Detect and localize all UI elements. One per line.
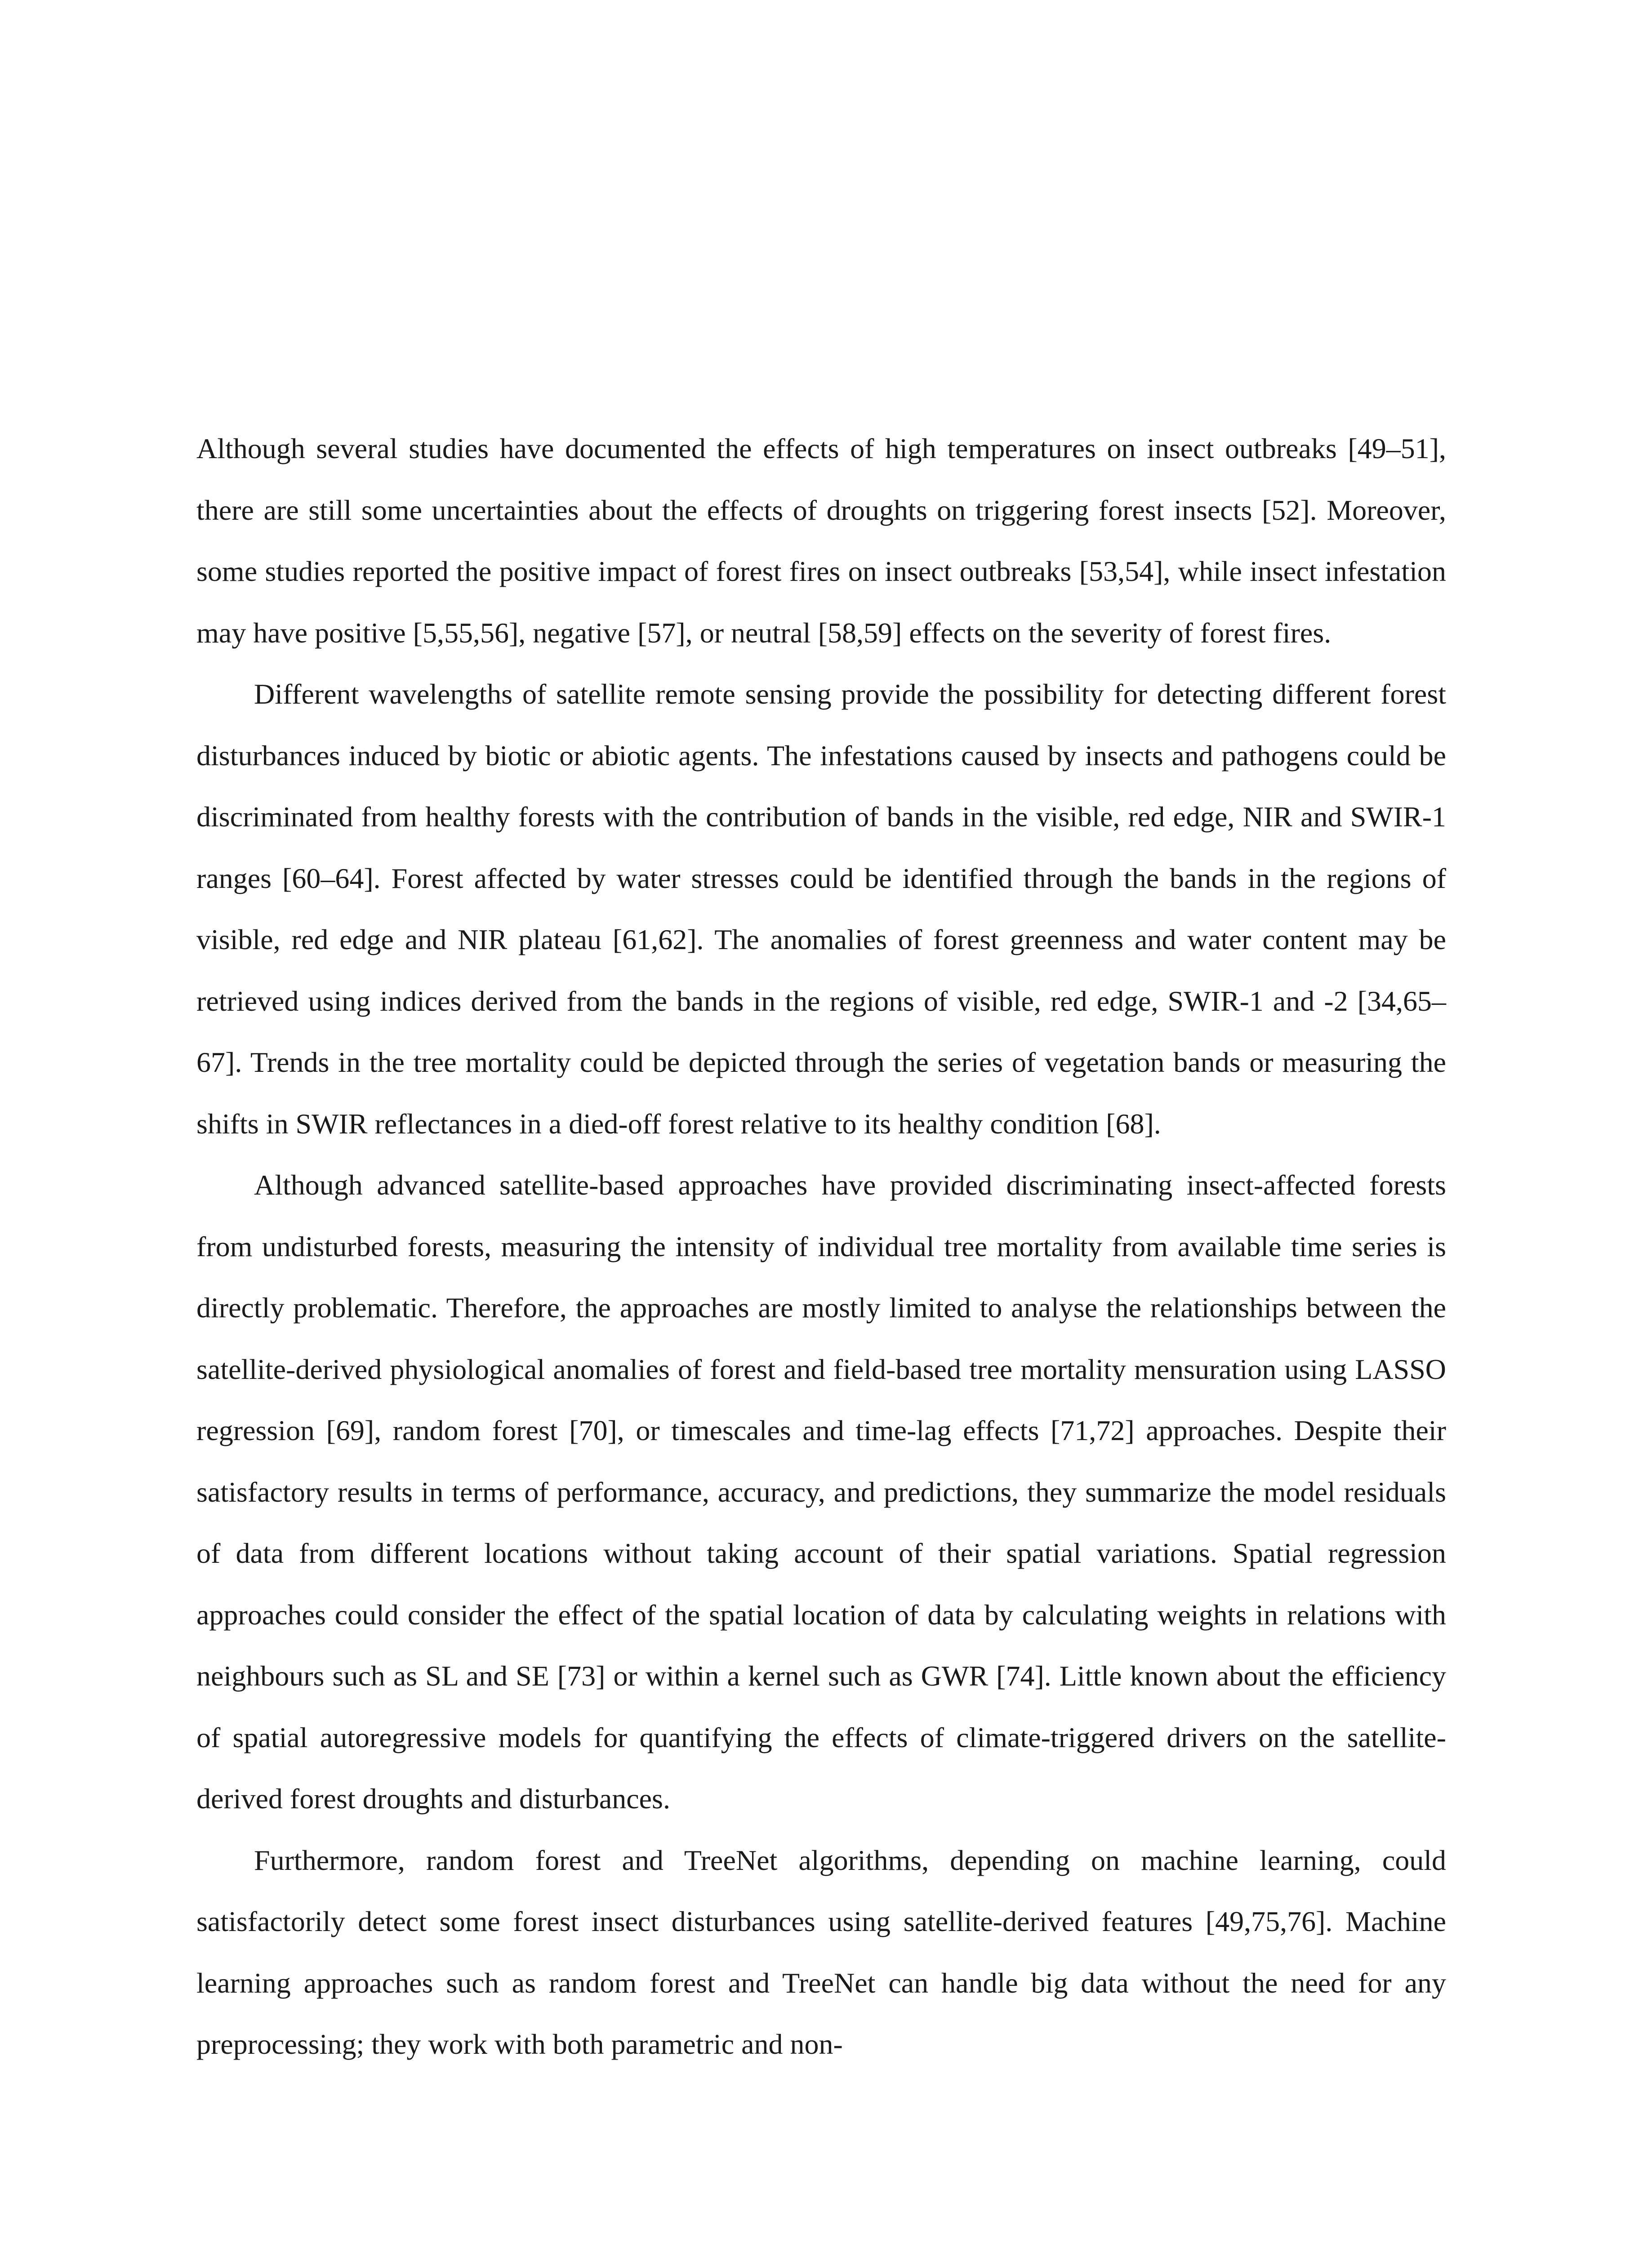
paragraph-machine-learning: Furthermore, random forest and TreeNet algorithms, depending on machine learning, could satisfactorily detect some forest insect disturbances using satellite-derived features [49,75,76]. Machine learning approaches such as random forest and TreeNet can handle big data without the need for any preprocessing; they work with both parametric and non- (196, 1844, 1446, 2060)
paragraph-insect-outbreaks: Although several studies have documented the effects of high temperatures on insect outbreaks [49–51], there are still some uncertainties about the effects of droughts on triggering forest insects [52]. Moreover, some studies reported the positive impact of forest fires on insect outbreaks [53,54], while insect infestation may have positive [5,55,56], negative [57], or neutral [58,59] effects on the severity of forest fires. (196, 433, 1446, 649)
paragraph-remote-sensing-wavelengths: Different wavelengths of satellite remote sensing provide the possibility for detecting different forest disturbances induced by biotic or abiotic agents. The infestations caused by insects and pathogens could be discriminated from healthy forests with the contribution of bands in the visible, red edge, NIR and SWIR-1 ranges [60–64]. Forest affected by water stresses could be identified through the bands in the regions of visible, red edge and NIR plateau [61,62]. The anomalies of forest greenness and water content may be retrieved using indices derived from the bands in the regions of visible, red edge, SWIR-1 and -2 [34,65–67]. Trends in the tree mortality could be depicted through the series of vegetation bands or measuring the shifts in SWIR reflectances in a died-off forest relative to its healthy condition [68]. (196, 678, 1446, 1140)
body-text (196, 418, 1446, 2075)
paragraph-satellite-approaches: Although advanced satellite-based approaches have provided discriminating insect-affected forests from undisturbed forests, measuring the intensity of individual tree mortality from available time series is directly problematic. Therefore, the approaches are mostly limited to analyse the relationships between the satellite-derived physiological anomalies of forest and field-based tree mortality mensuration using LASSO regression [69], random forest [70], or timescales and time-lag effects [71,72] approaches. Despite their satisfactory results in terms of performance, accuracy, and predictions, they summarize the model residuals of data from different locations without taking account of their spatial variations. Spatial regression approaches could consider the effect of the spatial location of data by calculating weights in relations with neighbours such as SL and SE [73] or within a kernel such as GWR [74]. Little known about the efficiency of spatial autoregressive models for quantifying the effects of climate-triggered drivers on the satellite-derived forest droughts and disturbances. (196, 1169, 1446, 1815)
